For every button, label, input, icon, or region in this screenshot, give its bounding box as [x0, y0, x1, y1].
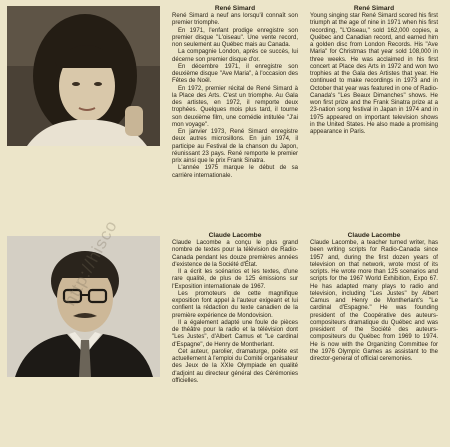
portrait-photo-icon	[7, 6, 160, 146]
simard-english-heading: René Simard	[353, 5, 395, 12]
watermark-text: http://hisco	[60, 216, 122, 309]
simard-portrait-photo	[7, 6, 160, 146]
simard-en-paragraph: Young singing star René Simard scored his first triumph at the age of nine in 1971 when his first recording, "L'Oiseau," sold 162,000 copies, a Québec and Canadian record, and earned him a golden disc from London Records. His "Ave Maria" for Christmas that year sold 108,000 in three weeks. He was acclaimed in his first concert at Place des Arts in 1972 and won two trophies at the Gala des Artistes that year. He continued to make recordings in 1973 and in October that year was featured in one of Radio-Canada's "Les Beaux Dimanches" shows. He won first prize and the Frank Sinatra prize at a 23-nation song festival in Japan in 1974 and in 1975 appeared on important television shows in the United States. He also made a promising appearance in Paris.	[310, 13, 438, 135]
simard-fr-paragraph: En décembre 1971, il enregistre son deuxième disque "Ave Maria", à l'occasion des Fêtes de Noël.	[172, 63, 298, 85]
lacombe-french-column	[172, 232, 298, 385]
simard-french-heading: René Simard	[214, 5, 256, 12]
simard-english-column	[310, 5, 438, 136]
lacombe-en-paragraph: Claude Lacombe, a teacher turned writer, has been writing scripts for Radio-Canada since 1957 and, during the first dozen years of television on that network, wrote most of its scripts. He wrote more than 125 scenarios and scripts for the 1967 World Exhibition, Expo 67. He has adapted many plays to radio and television, including "Les Justes" by Albert Camus and Henry de Montherlant's "Le cardinal d'Espagne." He was founding president of the Coopérative des auteurs-compositeurs dramatique du Québec and was president of the Société des auteurs-compositeurs du Québec from 1969 to 1974. He is now with the Organizing Committee for the 1976 Olympic Games as assistant to the director-general of official ceremonies.	[310, 240, 438, 362]
lacombe-fr-paragraph: Cet auteur, parolier, dramaturge, poète est actuellement à l'emploi du Comité organisateur des Jeux de la XXIe Olympiade en qualité d'adjoint au directeur général des Cérémonies officielles.	[172, 348, 298, 384]
simard-fr-paragraph: René Simard a neuf ans lorsqu'il connaît son premier triomphe.	[172, 13, 298, 27]
simard-fr-paragraph: En 1971, l'enfant prodige enregistre son premier disque "L'oiseau". Une vente record, non seulement au Québec mais au Canada.	[172, 27, 298, 48]
lacombe-english-column	[310, 232, 438, 363]
lacombe-english-heading: Claude Lacombe	[347, 232, 401, 239]
simard-fr-paragraph: La compagnie London, après ce succès, lui décerne son premier disque d'or.	[172, 49, 298, 63]
simard-fr-paragraph: L'année 1975 marque le début de sa carrière internationale.	[172, 165, 298, 179]
simard-french-column	[172, 5, 298, 180]
simard-fr-paragraph: En janvier 1973, René Simard enregistre deux autres microsillons. En juin 1974, il participe au Festival de la chanson du Japon, réunissant 23 pays. René remporte le premier prix ainsi que le prix Frank Sinatra.	[172, 129, 298, 164]
simard-fr-paragraph: En 1972, premier récital de René Simard à la Place des Arts. C'est un triomphe. Au Gala des artistes, en 1972, il remporte deux trophées. Quelques mois plus tard, il tourne son deuxième film, une comédie intitulée "J'ai mon voyage".	[172, 85, 298, 128]
lacombe-fr-paragraph: Il a écrit les scénarios et les textes, d'une rare qualité, de plus de 125 émissions sur l'Exposition internationale de 1967.	[172, 269, 298, 290]
lacombe-fr-paragraph: Il a également adapté une foule de pièces de théâtre pour la radio et la télévision dont "Les Justes", d'Albert Camus et "Le cardinal d'Espagne", de Henry de Montherlant.	[172, 319, 298, 348]
lacombe-french-heading: Claude Lacombe	[208, 232, 262, 239]
lacombe-fr-paragraph: Les promoteurs de cette magnifique exposition font appel à l'auteur exigeant et lui confient la rédaction du texte canadien de la première expérience de Mondovision.	[172, 290, 298, 319]
lacombe-fr-paragraph: Claude Lacombe a conçu le plus grand nombre de textes pour la télévision de Radio-Canada pendant les douze premières années d'existence de la Société d'État.	[172, 240, 298, 268]
